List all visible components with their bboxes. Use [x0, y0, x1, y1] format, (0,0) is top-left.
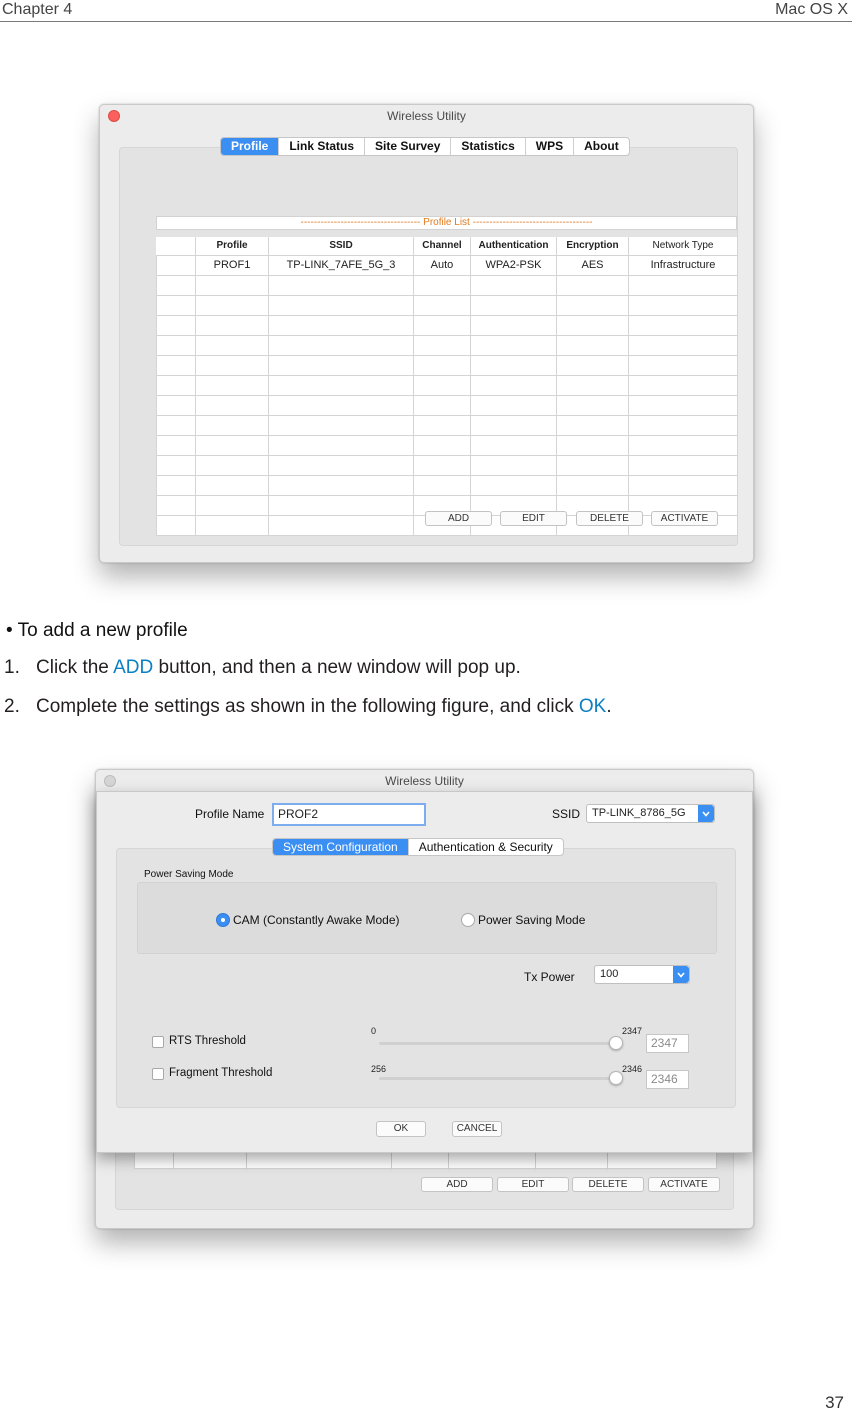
os-label: Mac OS X — [775, 1, 848, 18]
delete-button[interactable]: DELETE — [572, 1177, 644, 1192]
table-cell — [157, 355, 196, 375]
configuration-panel — [116, 848, 736, 1108]
table-cell — [269, 355, 414, 375]
table-cell — [157, 455, 196, 475]
rts-threshold-value[interactable]: 2347 — [646, 1034, 689, 1053]
chevron-down-icon[interactable] — [673, 966, 689, 983]
power-saving-mode-group-label: Power Saving Mode — [144, 869, 234, 880]
rts-threshold-slider[interactable] — [379, 1042, 619, 1045]
table-cell — [471, 435, 557, 455]
table-row-empty[interactable] — [157, 475, 738, 495]
radio-cam-label[interactable]: CAM (Constantly Awake Mode) — [233, 913, 400, 927]
table-cell — [557, 275, 629, 295]
table-cell — [557, 355, 629, 375]
table-row-empty[interactable] — [157, 275, 738, 295]
table-cell — [629, 415, 738, 435]
table-cell — [557, 295, 629, 315]
table-cell — [557, 395, 629, 415]
chevron-down-icon[interactable] — [698, 805, 714, 822]
table-row-empty[interactable] — [157, 355, 738, 375]
table-cell: AES — [557, 255, 629, 275]
table-cell — [196, 335, 269, 355]
table-row-empty[interactable] — [157, 375, 738, 395]
table-cell — [157, 435, 196, 455]
table-row-empty[interactable] — [157, 315, 738, 335]
table-cell — [196, 395, 269, 415]
dialog-tab-bar — [272, 838, 564, 856]
table-cell — [471, 355, 557, 375]
table-cell: Infrastructure — [629, 255, 738, 275]
rts-slider-handle[interactable] — [609, 1036, 623, 1050]
table-cell — [414, 375, 471, 395]
table-cell — [557, 435, 629, 455]
table-cell — [269, 515, 414, 535]
table-cell: PROF1 — [196, 255, 269, 275]
edit-button[interactable]: EDIT — [497, 1177, 569, 1192]
column-header-network-type[interactable]: Network Type — [629, 237, 738, 255]
table-cell — [269, 495, 414, 515]
table-cell — [557, 335, 629, 355]
table-cell — [629, 335, 738, 355]
table-cell — [471, 315, 557, 335]
table-cell — [196, 455, 269, 475]
table-cell — [629, 355, 738, 375]
table-cell: WPA2-PSK — [471, 255, 557, 275]
table-cell — [196, 475, 269, 495]
table-cell — [629, 295, 738, 315]
table-row[interactable] — [157, 255, 738, 275]
step-text: Complete the settings as shown in the following figure, and click — [36, 696, 579, 717]
table-cell — [196, 355, 269, 375]
table-cell — [196, 295, 269, 315]
fragment-min-label: 256 — [371, 1064, 387, 1074]
table-cell — [157, 315, 196, 335]
page-header — [0, 0, 852, 22]
tab-system-configuration[interactable]: System Configuration — [273, 839, 409, 855]
tx-power-value: 100 — [600, 968, 619, 980]
table-cell — [414, 455, 471, 475]
table-cell — [629, 315, 738, 335]
table-cell — [629, 475, 738, 495]
table-cell — [629, 275, 738, 295]
table-cell — [269, 435, 414, 455]
ssid-select-value: TP-LINK_8786_5G — [592, 807, 686, 819]
add-button[interactable]: ADD — [421, 1177, 493, 1192]
radio-power-saving[interactable] — [461, 913, 475, 927]
table-cell — [196, 435, 269, 455]
radio-cam[interactable] — [216, 913, 230, 927]
close-window-icon[interactable] — [104, 775, 116, 787]
add-profile-dialog — [96, 791, 753, 1153]
table-cell — [414, 295, 471, 315]
table-cell — [269, 395, 414, 415]
fragment-threshold-slider[interactable] — [379, 1077, 619, 1080]
wireless-utility-window-profile — [99, 104, 754, 563]
table-cell — [471, 275, 557, 295]
column-header-ssid[interactable]: SSID — [269, 237, 414, 255]
page-number: 37 — [825, 1393, 844, 1412]
profile-table-header — [157, 237, 738, 255]
table-cell — [157, 515, 196, 535]
table-cell — [157, 335, 196, 355]
table-cell — [196, 275, 269, 295]
table-row-empty[interactable] — [157, 435, 738, 455]
close-window-icon[interactable] — [108, 110, 120, 122]
profile-name-field[interactable]: PROF2 — [272, 803, 426, 826]
table-cell — [629, 375, 738, 395]
table-cell — [471, 375, 557, 395]
table-row-empty[interactable] — [157, 415, 738, 435]
radio-power-saving-label[interactable]: Power Saving Mode — [478, 913, 586, 927]
table-cell — [269, 375, 414, 395]
table-cell — [629, 455, 738, 475]
table-cell — [557, 375, 629, 395]
table-cell: TP-LINK_7AFE_5G_3 — [269, 255, 414, 275]
ssid-select[interactable] — [586, 804, 715, 823]
edit-button[interactable]: EDIT — [500, 511, 567, 526]
column-header-channel[interactable]: Channel — [414, 237, 471, 255]
delete-button[interactable]: DELETE — [576, 511, 643, 526]
table-cell — [414, 395, 471, 415]
table-cell — [269, 455, 414, 475]
step-highlight: OK — [578, 696, 607, 717]
fragment-threshold-checkbox[interactable] — [152, 1068, 164, 1080]
table-cell — [471, 415, 557, 435]
table-cell — [157, 395, 196, 415]
table-cell — [471, 395, 557, 415]
step-text: button, and then a new window will pop up. — [153, 657, 521, 678]
window-titlebar — [96, 770, 753, 792]
table-cell — [414, 475, 471, 495]
table-cell — [557, 455, 629, 475]
tx-power-label: Tx Power — [524, 970, 575, 984]
table-cell — [414, 435, 471, 455]
table-cell — [269, 415, 414, 435]
table-cell — [471, 295, 557, 315]
table-cell — [471, 335, 557, 355]
column-header[interactable] — [157, 237, 196, 255]
table-cell — [414, 315, 471, 335]
table-cell — [157, 375, 196, 395]
tab-about[interactable]: About — [584, 139, 619, 153]
tab-site-survey[interactable]: Site Survey — [365, 138, 451, 155]
fragment-slider-handle[interactable] — [609, 1071, 623, 1085]
bullet-dot: • — [6, 620, 18, 641]
table-cell — [557, 415, 629, 435]
rts-min-label: 0 — [371, 1026, 377, 1036]
column-header-profile[interactable]: Profile — [196, 237, 269, 255]
profile-name-label: Profile Name — [195, 807, 265, 821]
rts-max-label: 2347 — [622, 1026, 643, 1036]
step-text: Click the — [36, 657, 114, 678]
table-cell: Auto — [414, 255, 471, 275]
profile-panel — [119, 147, 738, 546]
ssid-label: SSID — [552, 807, 581, 821]
window-title: Wireless Utility — [387, 109, 466, 123]
fragment-max-label: 2346 — [622, 1064, 643, 1074]
column-header-encryption[interactable]: Encryption — [557, 237, 629, 255]
power-saving-mode-group — [137, 882, 717, 954]
fragment-threshold-label: Fragment Threshold — [169, 1067, 273, 1079]
table-cell — [196, 375, 269, 395]
table-row-empty[interactable] — [157, 395, 738, 415]
tab-wps[interactable]: WPS — [526, 138, 574, 155]
table-cell — [557, 475, 629, 495]
table-cell — [157, 275, 196, 295]
table-cell — [269, 275, 414, 295]
tab-link-status[interactable]: Link Status — [279, 138, 365, 155]
fragment-threshold-value[interactable]: 2346 — [646, 1070, 689, 1089]
table-cell — [629, 395, 738, 415]
step-1 — [4, 657, 521, 679]
table-cell — [269, 335, 414, 355]
table-cell — [629, 435, 738, 455]
table-cell — [471, 455, 557, 475]
bullet-title: To add a new profile — [17, 620, 188, 641]
tx-power-select[interactable] — [594, 965, 690, 984]
window1-tab-bar — [220, 137, 630, 156]
step-number: 1. — [4, 657, 20, 678]
rts-threshold-label: RTS Threshold — [169, 1035, 246, 1047]
column-header-authentication[interactable]: Authentication — [471, 237, 557, 255]
step-text: . — [606, 696, 612, 717]
table-cell — [269, 295, 414, 315]
ok-button[interactable]: OK — [376, 1121, 426, 1137]
table-cell — [196, 315, 269, 335]
window-titlebar — [100, 105, 753, 127]
table-cell — [471, 475, 557, 495]
rts-threshold-checkbox[interactable] — [152, 1036, 164, 1048]
profile-table — [156, 237, 738, 536]
table-cell — [196, 515, 269, 535]
table-cell — [157, 255, 196, 275]
tab-statistics[interactable]: Statistics — [451, 138, 525, 155]
table-cell — [157, 475, 196, 495]
window-title: Wireless Utility — [385, 774, 464, 788]
tab-profile[interactable]: Profile — [221, 138, 279, 155]
table-cell — [196, 495, 269, 515]
table-cell — [269, 315, 414, 335]
table-cell — [414, 355, 471, 375]
table-cell — [414, 335, 471, 355]
add-button[interactable]: ADD — [425, 511, 492, 526]
cancel-button[interactable]: CANCEL — [452, 1121, 502, 1137]
chapter-label: Chapter 4 — [2, 1, 73, 18]
tab-authentication-security[interactable]: Authentication & Security — [418, 840, 553, 854]
table-row-empty[interactable] — [157, 455, 738, 475]
table-row-empty[interactable] — [157, 335, 738, 355]
bullet-heading — [6, 620, 188, 642]
table-cell — [269, 475, 414, 495]
profile-list-label: ------------------------------------ Profile List ------------------------------------ — [156, 216, 737, 230]
table-cell — [414, 415, 471, 435]
table-cell — [196, 415, 269, 435]
table-cell — [157, 295, 196, 315]
step-number: 2. — [4, 696, 20, 717]
activate-button[interactable]: ACTIVATE — [651, 511, 718, 526]
table-cell — [414, 275, 471, 295]
step-2 — [4, 696, 612, 718]
table-cell — [157, 495, 196, 515]
activate-button[interactable]: ACTIVATE — [648, 1177, 720, 1192]
table-cell — [157, 415, 196, 435]
table-cell — [557, 315, 629, 335]
step-highlight: ADD — [113, 657, 154, 678]
table-row-empty[interactable] — [157, 295, 738, 315]
